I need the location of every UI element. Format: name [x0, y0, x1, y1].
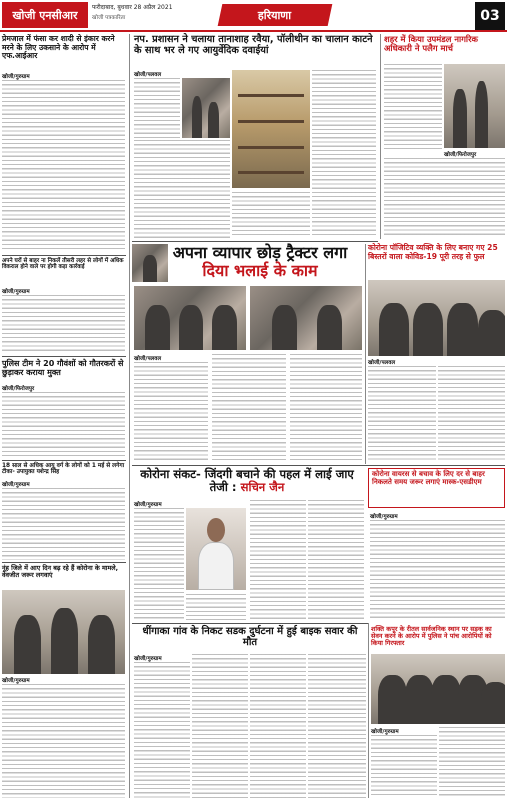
- article-body: [212, 354, 286, 462]
- story-headline: शहर में किया उपमंडल नागरिक अधिकारी ने पलैग मार्च: [384, 34, 478, 54]
- article-body: [290, 354, 362, 462]
- story-headline: नूंह जिले में आए दिन बढ़ रहे हैं कोरोना के मामले, वेवजीत जरूर लगवाएं: [2, 564, 119, 580]
- news-photo: [132, 244, 168, 282]
- story-headline: धींगाका गांव के निकट सडक दुर्घटना में हुई बाइक सवार की मौत: [142, 626, 358, 649]
- article-body: [134, 662, 190, 798]
- date-line: फरीदाबाद, बुधवार 28 अप्रैल 2021: [92, 4, 173, 11]
- news-photo: [371, 654, 505, 724]
- article-body: [308, 654, 366, 798]
- article-body: [384, 158, 505, 238]
- story-headline: प्रेमजाल में फंसा कर शादी से इंकार करने मरने के लिए उकसाने के आरोप में एफ.आईआर: [2, 34, 115, 60]
- article-body: [370, 520, 505, 620]
- lead-headline: नप. प्रशासन ने चलाया तानाशाह रवैया, पॉलीथीन का चालान काटने के साथ भर ले गए आयुर्वेदिक दवाईयां: [134, 34, 373, 56]
- article-body: [192, 654, 248, 798]
- article-body: [439, 727, 505, 798]
- article-body: [186, 594, 246, 620]
- byline: खोजी/गुरुग्राम: [2, 74, 30, 80]
- byline: खोजी/फिरोजपुर: [2, 386, 35, 392]
- article-body: [2, 392, 125, 458]
- divider: [132, 465, 505, 466]
- column-divider: [368, 623, 369, 798]
- byline: खोजी/गुरुग्राम: [2, 482, 30, 488]
- story-headline: 18 साल से अधिक आयु वर्ग के लोगों को 1 मई से लगेगा टीका- उपायुक्त यशेन्द्र सिंह: [2, 463, 125, 476]
- center-headline: [160, 244, 360, 281]
- byline: खोजी/गुरुग्राम: [134, 502, 162, 508]
- divider: [132, 241, 378, 242]
- article-body: [232, 192, 310, 238]
- story-headline: कोरोना वायरस से बचाव के लिए दर से बाहर निकलते समय जरूर लगाएं मास्क-एसडीएम: [372, 470, 485, 486]
- news-photo: [232, 70, 310, 188]
- news-photo: [2, 590, 125, 674]
- news-photo: [134, 286, 246, 350]
- byline: खोजी/गुरुग्राम: [2, 289, 30, 295]
- news-photo: [444, 64, 505, 148]
- byline: खोजी/गुरुग्राम: [370, 514, 398, 520]
- article-body: [134, 362, 208, 462]
- byline: खोजी/गुरुग्राम: [2, 678, 30, 684]
- column-divider: [380, 34, 381, 239]
- article-body: [134, 508, 184, 620]
- divider: [2, 356, 126, 357]
- masthead: [0, 0, 507, 32]
- divider: [2, 255, 126, 256]
- article-body: [368, 366, 436, 462]
- story-headline: कोरोना पॉजिटिव व्यक्ति के लिए बनाए गए 25 बिस्तरों वाला कोविड-19 पूरी तरह से फुल: [368, 243, 498, 261]
- article-body: [438, 366, 505, 462]
- byline: खोजी/फिरोजपुर: [444, 152, 477, 158]
- portrait-photo: [186, 508, 246, 590]
- article-body: [134, 140, 230, 240]
- divider: [132, 623, 368, 624]
- article-body: [2, 80, 125, 252]
- sachin-headline: कोरोना संकट- जिंदगी बचाने की पहल में लाई जाए तेजी : सचिन जैन: [140, 467, 354, 494]
- page-number: 03: [475, 2, 505, 30]
- section-label: हरियाणा: [218, 4, 333, 26]
- byline: खोजी/पलवल: [134, 72, 162, 78]
- story-headline: पुलिस टीम ने 20 गौवंशों को गौतरकरों से छुड़ाकर कराया मुक्त: [2, 359, 124, 377]
- article-body: [371, 735, 437, 798]
- byline: खोजी/पलवल: [134, 356, 162, 362]
- article-body: [2, 684, 125, 798]
- news-photo: [182, 78, 230, 138]
- byline: खोजी/गुरुग्राम: [371, 729, 399, 735]
- news-photo: [250, 286, 362, 350]
- article-body: [2, 295, 125, 353]
- article-body: [312, 70, 376, 238]
- story-headline: अपने घरों से बाहर ना निकलें तीसरी लहर से लोगों में अधिक विकराल होने वाले पर होगी कड़ा कार्रवाई: [2, 258, 124, 271]
- article-body: [250, 654, 306, 798]
- article-body: [308, 500, 364, 620]
- column-divider: [129, 34, 130, 798]
- news-photo: [368, 280, 505, 356]
- article-body: [250, 500, 306, 620]
- divider: [2, 562, 126, 563]
- newspaper-logo: खोजी एनसीआर: [2, 2, 88, 28]
- article-body: [384, 64, 442, 150]
- story-headline: शक्ति कपूर के रीतल सार्वजनिक स्थान पर सड़क का सेवन करने के आरोप में पुलिस ने पांच आरोपियों को किया गिरफ्तार: [371, 625, 492, 648]
- article-body: [134, 78, 180, 138]
- byline: खोजी/पलवल: [368, 360, 396, 366]
- article-body: [2, 488, 125, 560]
- column-divider: [365, 244, 366, 464]
- byline: खोजी/गुरुग्राम: [134, 656, 162, 662]
- divider: [2, 460, 126, 461]
- tagline: खोजी पत्रकारिता: [92, 15, 126, 21]
- center-headline-text: अपना व्यापार छोड़ ट्रैक्टर लगा दिया भलाई के काम: [172, 243, 348, 281]
